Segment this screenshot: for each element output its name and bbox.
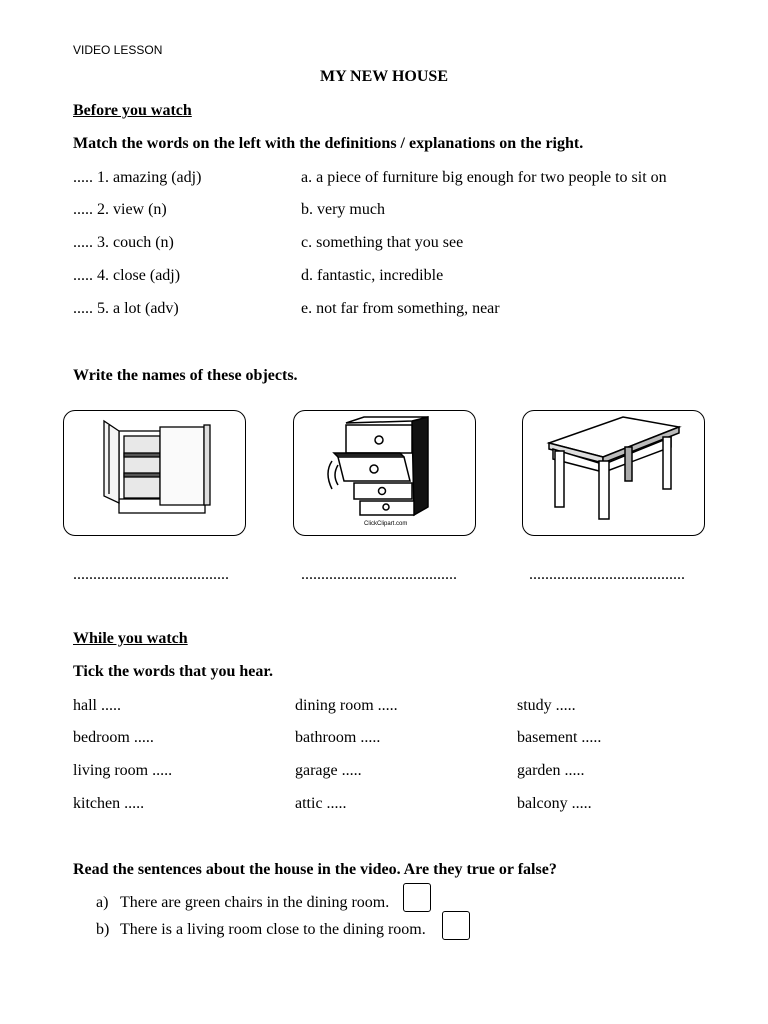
word-item: bathroom ..... xyxy=(295,729,381,746)
answer-blank[interactable]: ....................................... xyxy=(301,566,457,583)
table-picture xyxy=(522,410,705,536)
section-heading-before: Before you watch xyxy=(73,102,192,119)
match-word: ..... 3. couch (n) xyxy=(73,234,174,251)
word-item: garage ..... xyxy=(295,762,362,779)
match-definition: c. something that you see xyxy=(301,234,464,251)
cupboard-picture xyxy=(63,410,246,536)
word-item: basement ..... xyxy=(517,729,602,746)
true-false-answer-box[interactable] xyxy=(442,911,470,940)
match-word: ..... 5. a lot (adv) xyxy=(73,300,179,317)
answer-blank[interactable]: ....................................... xyxy=(529,566,685,583)
match-definition: b. very much xyxy=(301,201,385,218)
section-heading-while: While you watch xyxy=(73,630,188,647)
word-item: bedroom ..... xyxy=(73,729,154,746)
word-item: garden ..... xyxy=(517,762,585,779)
video-lesson-label: VIDEO LESSON xyxy=(73,43,163,57)
match-definition: d. fantastic, incredible xyxy=(301,267,444,284)
match-word: ..... 2. view (n) xyxy=(73,201,167,218)
clipart-caption: ClickClipart.com xyxy=(364,521,408,527)
item-letter: b) xyxy=(96,921,110,938)
word-item: kitchen ..... xyxy=(73,795,145,812)
drawers-icon xyxy=(294,411,475,535)
word-item: attic ..... xyxy=(295,795,347,812)
true-false-sentence: There is a living room close to the dining room. xyxy=(120,921,426,938)
answer-blank[interactable]: ....................................... xyxy=(73,566,229,583)
word-item: study ..... xyxy=(517,697,576,714)
true-false-instruction: Read the sentences about the house in the video. Are they true or false? xyxy=(73,861,557,878)
objects-instruction: Write the names of these objects. xyxy=(73,367,298,384)
word-item: dining room ..... xyxy=(295,697,398,714)
word-item: living room ..... xyxy=(73,762,173,779)
match-definition: e. not far from something, near xyxy=(301,300,500,317)
table-icon xyxy=(523,411,704,535)
chest-of-drawers-picture xyxy=(293,410,476,536)
match-word: ..... 4. close (adj) xyxy=(73,267,181,284)
true-false-sentence: There are green chairs in the dining room. xyxy=(120,894,390,911)
match-word: ..... 1. amazing (adj) xyxy=(73,169,202,186)
true-false-answer-box[interactable] xyxy=(403,883,431,912)
cupboard-icon xyxy=(64,411,245,535)
page-title: MY NEW HOUSE xyxy=(319,68,448,85)
tick-instruction: Tick the words that you hear. xyxy=(73,663,274,680)
word-item: hall ..... xyxy=(73,697,121,714)
match-instruction: Match the words on the left with the definitions / explanations on the right. xyxy=(73,135,584,152)
item-letter: a) xyxy=(96,894,109,911)
word-item: balcony ..... xyxy=(517,795,592,812)
match-definition: a. a piece of furniture big enough for two people to sit on xyxy=(301,169,667,186)
